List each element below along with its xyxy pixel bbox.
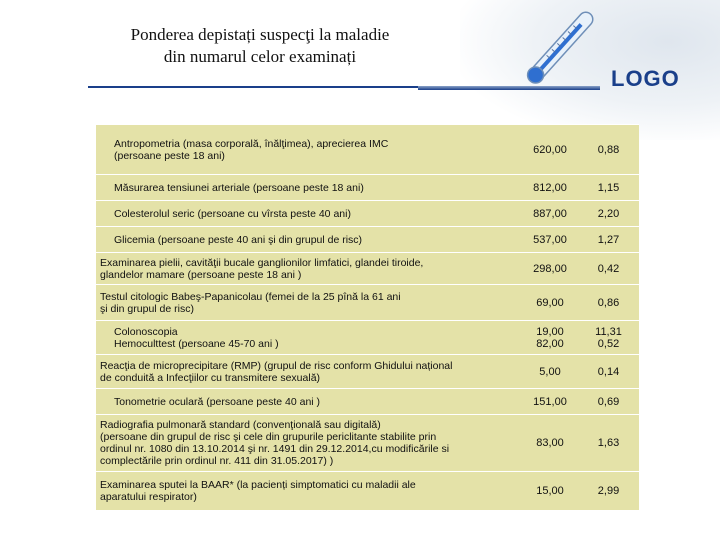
suspects-percent: [578, 227, 639, 252]
cell-value: 83,00: [536, 437, 564, 449]
row-description: [76, 355, 522, 388]
cell-value: 69,00: [536, 296, 564, 309]
cell-value: 19,00: [536, 325, 564, 338]
suspects-count: [522, 201, 578, 226]
table-row: [96, 200, 639, 226]
cell-value: 2,20: [597, 207, 620, 220]
cell-value: 1,63: [597, 437, 620, 449]
description-line: Examinarea pielii, cavităţii bucale ganglionilor limfatici, glandei tiroide,: [100, 256, 424, 269]
table-row: [96, 354, 639, 388]
cell-value: 5,00: [539, 365, 561, 378]
table-row: [96, 124, 639, 174]
suspects-percent: [578, 125, 639, 174]
description-line: Colonoscopia: [114, 325, 178, 338]
suspects-percent: [578, 389, 639, 414]
description-line: aparatului respirator): [100, 491, 197, 503]
suspects-percent: [578, 355, 639, 388]
suspects-count: [522, 355, 578, 388]
cell-value: 82,00: [536, 337, 564, 350]
suspects-percent: [578, 201, 639, 226]
row-description: [76, 253, 522, 284]
cell-value: 11,31: [595, 325, 622, 338]
title-line-2: din numarul celor examinați: [163, 47, 357, 66]
cell-value: 812,00: [533, 181, 567, 194]
table-row: [96, 252, 639, 284]
description-line: Glicemia (persoane peste 40 ani şi din grupul de risc): [114, 233, 363, 246]
cell-value: 151,00: [533, 395, 567, 408]
description-line: Antropometria (masa corporală, înălţimea), aprecierea IMC: [114, 137, 389, 150]
row-description: [96, 175, 522, 200]
table-row: [96, 320, 639, 354]
table-row: [96, 174, 639, 200]
suspects-count: [522, 415, 578, 471]
table-row: [96, 471, 639, 510]
description-line: (persoane din grupul de risc şi cele din grupurile periclitante stabilite prin: [100, 431, 437, 443]
description-line: Hemoculttest (persoane 45-70 ani ): [114, 337, 279, 350]
table-row: [96, 414, 639, 471]
description-line: Testul citologic Babeş-Papanicolau (femei de la 25 pînă la 61 ani: [100, 290, 401, 303]
row-description: [96, 321, 522, 354]
description-line: Tonometrie oculară (persoane peste 40 ani ): [114, 395, 321, 408]
cell-value: 0,14: [597, 365, 620, 378]
cell-value: 887,00: [533, 207, 567, 220]
description-line: Colesterolul seric (persoane cu vîrsta peste 40 ani): [114, 207, 351, 220]
table-row: [96, 284, 639, 320]
description-line: complectările prin ordinul nr. 411 din 31.05.2017) ): [100, 455, 334, 467]
suspects-percent: [578, 321, 639, 354]
suspects-count: [522, 227, 578, 252]
cell-value: 15,00: [536, 485, 564, 497]
suspects-percent: [578, 415, 639, 471]
description-line: şi din grupul de risc): [100, 302, 194, 315]
cell-value: 0,88: [597, 143, 620, 156]
suspects-percent: [578, 253, 639, 284]
description-line: Examinarea sputei la BAAR* (la pacienți simptomatici cu maladii ale: [100, 479, 416, 491]
suspects-percent: [578, 472, 639, 510]
cell-value: 1,27: [597, 233, 620, 246]
description-line: de conduită a Infecţiilor cu transmitere sexuală): [100, 371, 321, 384]
description-line: Măsurarea tensiunei arteriale (persoane peste 18 ani): [114, 181, 364, 194]
cell-value: 537,00: [533, 233, 567, 246]
cell-value: 0,69: [597, 395, 620, 408]
suspects-count: [522, 321, 578, 354]
row-description: [96, 201, 522, 226]
description-line: Radiografia pulmonară standard (convenţională sau digitală): [100, 419, 381, 431]
screening-table: [96, 124, 639, 510]
logo-text: LOGO: [611, 66, 680, 91]
page-title: [80, 24, 440, 68]
table-row: [96, 388, 639, 414]
row-description: [96, 125, 522, 174]
suspects-percent: [578, 175, 639, 200]
title-line-1: Ponderea depistați suspecţi la maladie: [130, 25, 390, 44]
description-line: glandelor mamare (persoane peste 18 ani ): [100, 268, 302, 281]
title-divider: [88, 86, 418, 88]
row-description: [96, 389, 522, 414]
suspects-count: [522, 175, 578, 200]
description-line: ordinul nr. 1080 din 13.10.2014 şi nr. 1491 din 29.12.2014,cu modificările si: [100, 443, 450, 455]
suspects-count: [522, 389, 578, 414]
cell-value: 620,00: [533, 143, 567, 156]
thermometer-icon: [514, 6, 604, 92]
suspects-count: [522, 125, 578, 174]
cell-value: 2,99: [597, 485, 620, 497]
cell-value: 0,42: [597, 262, 620, 275]
description-line: Reacţia de microprecipitare (RMP) (grupul de risc conform Ghidului național: [100, 359, 453, 372]
suspects-count: [522, 472, 578, 510]
row-description: [96, 227, 522, 252]
cell-value: 0,86: [597, 296, 620, 309]
suspects-count: [522, 285, 578, 320]
cell-value: 298,00: [533, 262, 567, 275]
description-line: (persoane peste 18 ani): [114, 149, 225, 162]
suspects-percent: [578, 285, 639, 320]
row-description: [76, 472, 522, 510]
row-description: [76, 285, 522, 320]
table-row: [96, 226, 639, 252]
cell-value: 0,52: [597, 337, 620, 350]
cell-value: 1,15: [597, 181, 620, 194]
suspects-count: [522, 253, 578, 284]
row-description: [76, 415, 522, 471]
